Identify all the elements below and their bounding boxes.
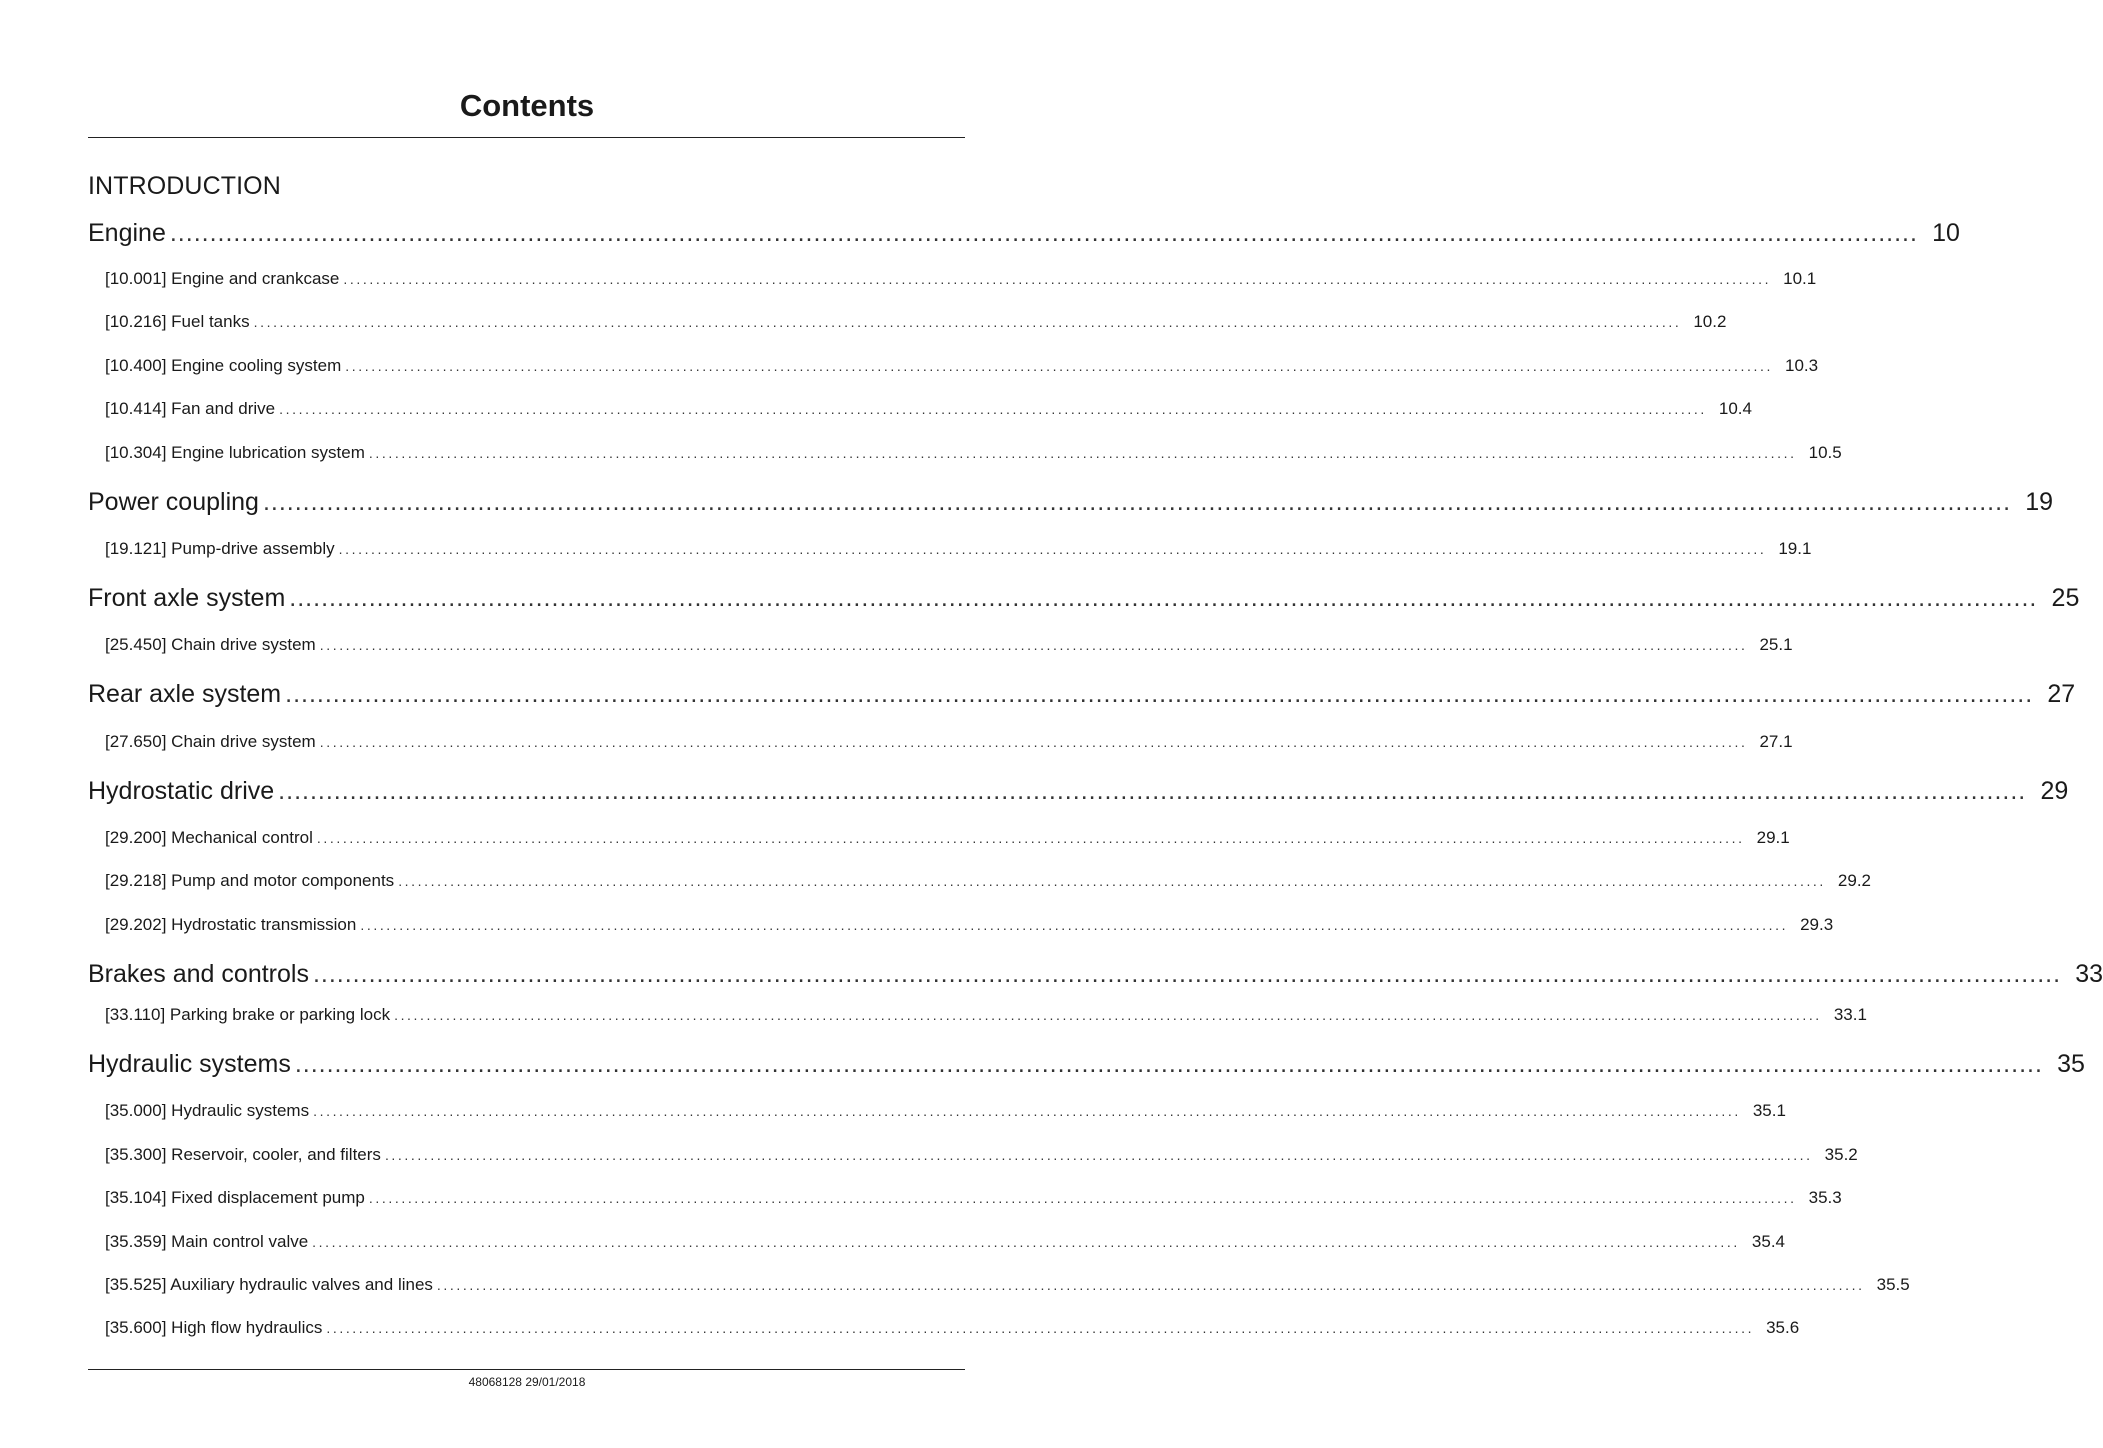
page-title: Contents <box>459 88 595 123</box>
toc-page-number: 29.3 <box>1800 915 1834 934</box>
toc-page-number: 29.1 <box>1756 828 1790 847</box>
toc-section-label: [33.110] Parking brake or parking lock <box>105 1005 391 1024</box>
dot-leader: ............................................................................................................................................................................................................................ <box>326 1320 1755 1336</box>
intro-heading: INTRODUCTION <box>88 172 281 200</box>
toc-chapter-label: Hydrostatic drive <box>88 777 275 805</box>
toc-chapter-label: Hydraulic systems <box>88 1050 291 1078</box>
toc-section-label: [29.202] Hydrostatic transmission <box>105 915 357 934</box>
toc-page-number: 27.1 <box>1759 732 1793 751</box>
toc-page-number: 33 <box>2075 960 2103 988</box>
toc-section-27-650[interactable] <box>88 730 1793 754</box>
toc-page-number: 10.5 <box>1808 443 1842 462</box>
toc-chapter-label: Power coupling <box>88 488 259 516</box>
toc-section-29-218[interactable] <box>88 869 1872 893</box>
dot-leader: ............................................................................................................................................................................................................................ <box>360 917 1789 933</box>
toc-chapter-hydrostatic-drive[interactable] <box>88 774 2069 808</box>
dot-leader: ............................................................................................................................................................................................................................ <box>384 1147 1813 1163</box>
dot-leader: ............................................................................................................................................................................................................................ <box>338 541 1767 557</box>
toc-section-35-300[interactable] <box>88 1143 1858 1167</box>
toc-section-25-450[interactable] <box>88 633 1793 657</box>
toc-section-35-525[interactable] <box>88 1273 1910 1297</box>
toc-section-19-121[interactable] <box>88 537 1812 561</box>
dot-leader: ............................................................................................................................................................................................................................ <box>398 873 1826 889</box>
toc-section-label: [35.000] Hydraulic systems <box>105 1101 310 1120</box>
toc-page-number: 10.3 <box>1785 356 1819 375</box>
toc-section-35-359[interactable] <box>88 1230 1785 1254</box>
toc-chapter-label: Front axle system <box>88 584 286 612</box>
toc-page-number: 35.6 <box>1766 1318 1800 1337</box>
toc-chapter-power-coupling[interactable] <box>88 485 2054 519</box>
toc-section-10-414[interactable] <box>88 397 1752 421</box>
toc-section-label: [29.218] Pump and motor components <box>105 871 395 890</box>
toc-page-number: 35.1 <box>1752 1101 1786 1120</box>
dot-leader: ............................................................................................................................................................................................................................ <box>345 358 1773 374</box>
dot-leader: ............................................................................................................................................................................................................................ <box>253 314 1682 330</box>
toc-section-label: [35.600] High flow hydraulics <box>105 1318 323 1337</box>
dot-leader: ............................................................................................................................................................................................................................ <box>316 830 1745 846</box>
dot-leader: ............................................................................................................................................................................................................................ <box>262 488 2012 516</box>
dot-leader: ............................................................................................................................................................................................................................ <box>294 1050 2043 1078</box>
toc-section-label: [10.001] Engine and crankcase <box>105 269 340 288</box>
toc-section-label: [27.650] Chain drive system <box>105 732 316 751</box>
toc-section-label: [10.400] Engine cooling system <box>105 356 342 375</box>
toc-section-29-202[interactable] <box>88 913 1834 937</box>
toc-chapter-engine[interactable] <box>88 216 1960 250</box>
toc-page-number: 19.1 <box>1778 539 1812 558</box>
toc-section-label: [35.300] Reservoir, cooler, and filters <box>105 1145 381 1164</box>
dot-leader: ............................................................................................................................................................................................................................ <box>319 637 1748 653</box>
toc-section-10-216[interactable] <box>88 310 1727 334</box>
toc-page-number: 10 <box>1932 219 1960 247</box>
dot-leader: ............................................................................................................................................................................................................................ <box>279 401 1707 417</box>
toc-section-29-200[interactable] <box>88 826 1790 850</box>
toc-page-number: 29.2 <box>1837 871 1872 890</box>
dot-leader: ............................................................................................................................................................................................................................ <box>368 445 1797 461</box>
toc-chapter-rear-axle-system[interactable] <box>88 677 2076 711</box>
toc-section-label: [10.216] Fuel tanks <box>105 312 250 331</box>
footer-divider <box>88 1369 965 1370</box>
toc-chapter-label: Rear axle system <box>88 680 282 708</box>
title-divider <box>88 137 965 138</box>
toc-page-number: 29 <box>2040 777 2069 805</box>
toc-page-number: 35.4 <box>1751 1232 1785 1251</box>
toc-page-number: 25 <box>2051 584 2080 612</box>
toc-page-number: 33.1 <box>1833 1005 1867 1024</box>
toc-section-10-400[interactable] <box>88 354 1819 378</box>
toc-page-number: 35.5 <box>1876 1275 1910 1294</box>
dot-leader: ............................................................................................................................................................................................................................ <box>313 1103 1741 1119</box>
footer-doc-id: 48068128 29/01/2018 <box>468 1375 586 1389</box>
toc-section-35-104[interactable] <box>88 1186 1842 1210</box>
toc-page-number: 35.3 <box>1808 1188 1842 1207</box>
toc-section-35-600[interactable] <box>88 1316 1800 1340</box>
toc-page-number: 10.2 <box>1693 312 1727 331</box>
dot-leader: ............................................................................................................................................................................................................................ <box>278 777 2027 805</box>
toc-section-label: [29.200] Mechanical control <box>105 828 313 847</box>
dot-leader: ............................................................................................................................................................................................................................ <box>312 1234 1740 1250</box>
toc-section-label: [35.525] Auxiliary hydraulic valves and lines <box>105 1275 433 1294</box>
toc-page-number: 19 <box>2025 488 2054 516</box>
toc-page-number: 27 <box>2047 680 2076 708</box>
dot-leader: ............................................................................................................................................................................................................................ <box>394 1007 1822 1023</box>
toc-page-number: 10.4 <box>1718 399 1752 418</box>
dot-leader: ............................................................................................................................................................................................................................ <box>436 1277 1865 1293</box>
toc-page-number: 35.2 <box>1824 1145 1858 1164</box>
toc-page-number: 25.1 <box>1759 635 1793 654</box>
dot-leader: ............................................................................................................................................................................................................................ <box>319 734 1748 750</box>
toc-section-label: [19.121] Pump-drive assembly <box>105 539 335 558</box>
toc-chapter-front-axle-system[interactable] <box>88 581 2080 615</box>
toc-section-10-304[interactable] <box>88 441 1842 465</box>
toc-section-35-000[interactable] <box>88 1099 1786 1123</box>
dot-leader: ............................................................................................................................................................................................................................ <box>312 960 2062 988</box>
toc-chapter-brakes-and-controls[interactable] <box>88 957 2103 991</box>
toc-chapter-label: Engine <box>88 219 166 247</box>
toc-section-label: [25.450] Chain drive system <box>105 635 316 654</box>
dot-leader: ............................................................................................................................................................................................................................ <box>289 584 2038 612</box>
toc-section-33-110[interactable] <box>88 1003 1867 1027</box>
toc-section-10-001[interactable] <box>88 267 1817 291</box>
toc-page-number: 10.1 <box>1783 269 1817 288</box>
dot-leader: ............................................................................................................................................................................................................................ <box>285 680 2034 708</box>
dot-leader: ............................................................................................................................................................................................................................ <box>169 219 1918 247</box>
dot-leader: ............................................................................................................................................................................................................................ <box>343 271 1772 287</box>
dot-leader: ............................................................................................................................................................................................................................ <box>368 1190 1797 1206</box>
toc-section-label: [35.104] Fixed displacement pump <box>105 1188 365 1207</box>
toc-section-label: [10.304] Engine lubrication system <box>105 443 365 462</box>
toc-chapter-label: Brakes and controls <box>88 960 309 988</box>
toc-section-label: [35.359] Main control valve <box>105 1232 309 1251</box>
toc-page-number: 35 <box>2057 1050 2085 1078</box>
toc-section-label: [10.414] Fan and drive <box>105 399 276 418</box>
toc-chapter-hydraulic-systems[interactable] <box>88 1047 2085 1081</box>
